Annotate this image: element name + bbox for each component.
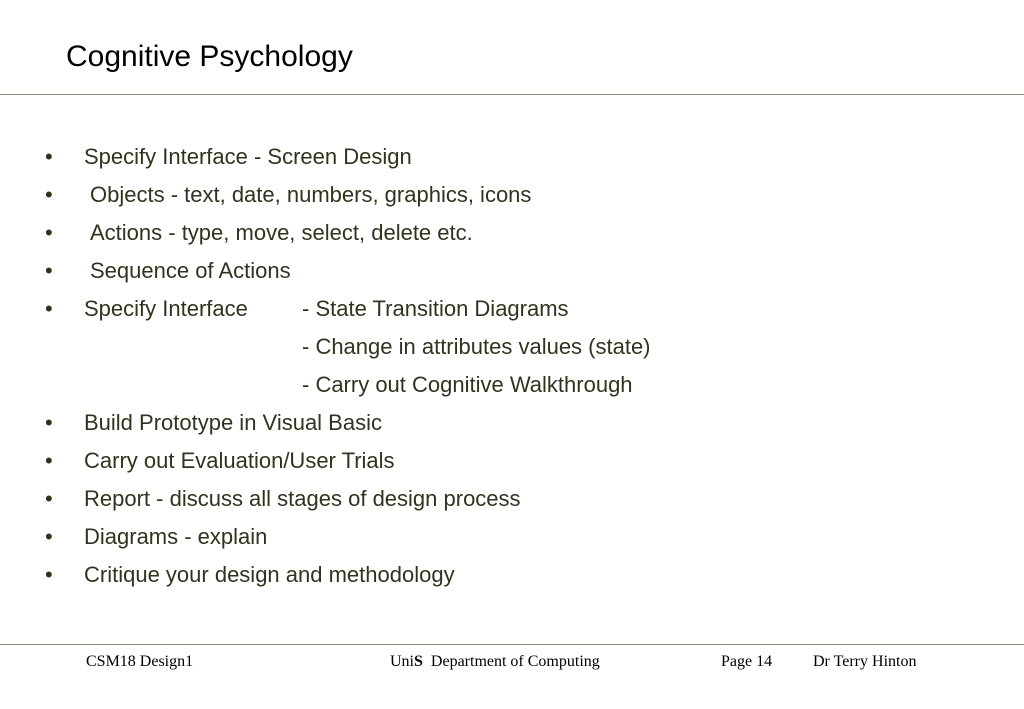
bullet-marker: • (45, 296, 53, 321)
bullet-text: Critique your design and methodology (84, 562, 455, 587)
bullet-text: Sequence of Actions (90, 258, 291, 283)
bullet-text: Specify Interface - Screen Design (84, 144, 412, 169)
bullet-marker: • (45, 258, 53, 283)
bullet-marker: • (45, 220, 53, 245)
footer-page-number: Page 14 (721, 653, 773, 670)
footer-department (390, 653, 600, 671)
bullet-subtext: - State Transition Diagrams (302, 296, 569, 321)
bullet-continuation (0, 328, 1024, 366)
title-divider (0, 94, 1024, 95)
bullet-text: Actions - type, move, select, delete etc. (90, 220, 473, 245)
bullet-subtext: - Change in attributes values (state) (302, 334, 651, 359)
bullet-marker: • (45, 410, 53, 435)
bullet-marker: • (45, 182, 53, 207)
footer-uni-prefix: Uni (390, 653, 414, 670)
bullet-item (0, 176, 1024, 214)
slide-title: Cognitive Psychology (66, 40, 353, 73)
footer-divider (0, 644, 1024, 645)
footer-course: CSM18 Design1 (86, 653, 194, 670)
bullet-item (0, 214, 1024, 252)
bullet-item (0, 138, 1024, 176)
bullet-subtext: - Carry out Cognitive Walkthrough (302, 372, 633, 397)
bullet-marker: • (45, 144, 53, 169)
bullet-text: Specify Interface (84, 296, 248, 321)
bullet-marker: • (45, 448, 53, 473)
bullet-text: Report - discuss all stages of design process (84, 486, 521, 511)
bullet-list (0, 138, 1024, 594)
bullet-marker: • (45, 562, 53, 587)
bullet-item (0, 404, 1024, 442)
footer-uni-bold: S (414, 653, 423, 670)
bullet-marker: • (45, 524, 53, 549)
bullet-text: Diagrams - explain (84, 524, 268, 549)
bullet-item (0, 442, 1024, 480)
bullet-text: Build Prototype in Visual Basic (84, 410, 382, 435)
bullet-continuation (0, 366, 1024, 404)
footer-author: Dr Terry Hinton (813, 653, 917, 670)
bullet-item (0, 518, 1024, 556)
bullet-item (0, 252, 1024, 290)
bullet-item (0, 290, 1024, 328)
footer-department-name: Department of Computing (430, 653, 600, 670)
bullet-item (0, 556, 1024, 594)
bullet-text: Objects - text, date, numbers, graphics, icons (90, 182, 532, 207)
bullet-text: Carry out Evaluation/User Trials (84, 448, 395, 473)
bullet-marker: • (45, 486, 53, 511)
bullet-item (0, 480, 1024, 518)
